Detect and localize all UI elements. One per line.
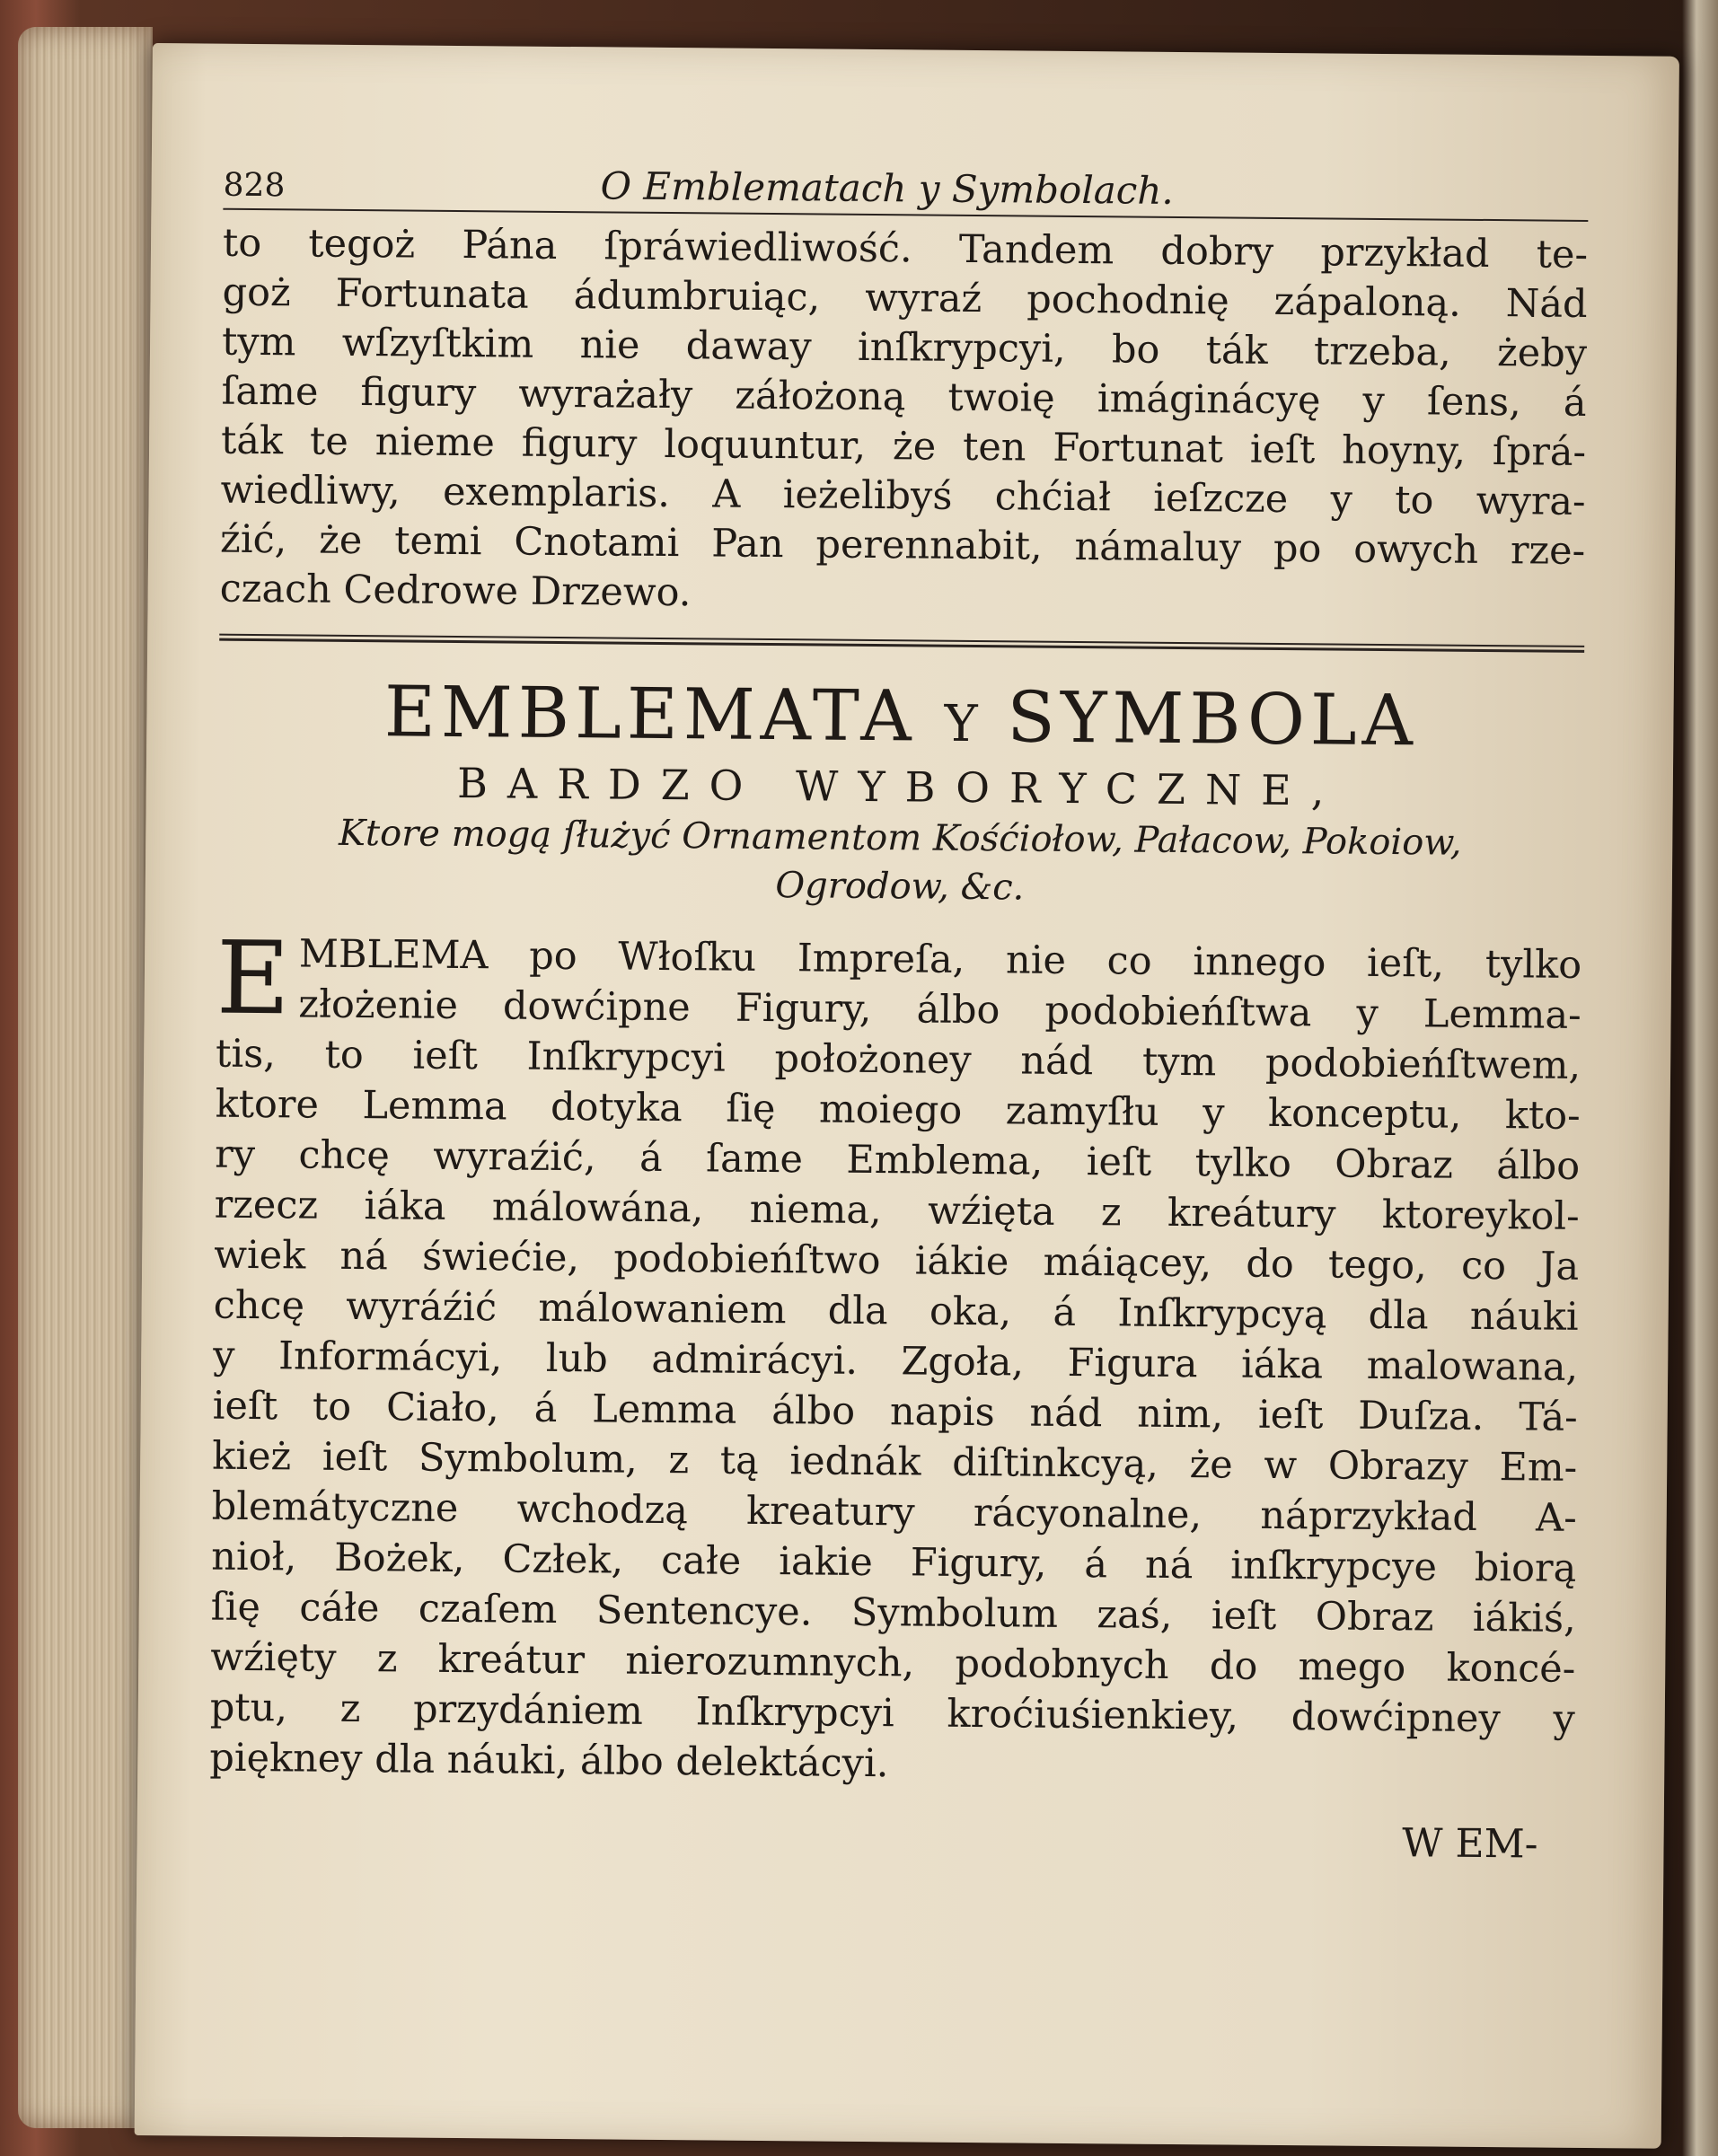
section-note xyxy=(217,808,1583,917)
section-subheading: BARDZO WYBORYCZNE, xyxy=(456,758,1344,815)
text-line: piękney dla náuki, álbo delektácyi. xyxy=(209,1735,889,1787)
text-line: ptu, z przydániem Inſkrypcyi krоćiuśienkiey, dowćipney y xyxy=(209,1685,1575,1742)
text-line: wiedliwy, exemplaris. A ieżelibyś chćiał ieſzcze y to wyra- xyxy=(220,467,1586,524)
top-paragraph xyxy=(219,219,1588,626)
text-line: blemátyczne wchodzą kreatury rácyonalne, náprzykład A- xyxy=(211,1483,1577,1541)
section-heading xyxy=(218,673,1584,768)
book-page xyxy=(135,43,1679,2149)
text-line: tym wſzyſtkim nie daway inſkrypcyi, bo ták trzeba, żeby xyxy=(221,319,1588,376)
text-line: wźięty z kreátur nierozumnych, podobnych do mego koncé- xyxy=(210,1634,1576,1692)
heading-word-symbola: SYMBOLA xyxy=(1006,677,1419,762)
text-line: ieſt to Ciało, á Lemma álbo napis nád nim, ieſt Duſza. Tá- xyxy=(212,1383,1578,1440)
page-number: 828 xyxy=(223,166,286,205)
text-line: MBLEMA po Włoſku Impreſa, nie co innego ieſt, tylko xyxy=(298,931,1582,988)
text-line: chcę wyráźić málowaniem dla oka, á Inſkrypcyą dla náuki xyxy=(213,1282,1579,1340)
section-note-line: Ktore mogą ſłużyć Ornamentom Kośćiołow, Pałacow, Pokoiow, xyxy=(338,812,1462,864)
page-content xyxy=(208,161,1588,1868)
text-line: źić, że temi Cnotami Pan perennabit, námaluy po owych rze- xyxy=(219,516,1586,574)
text-line: wiek ná świećie, podobieńſtwo iákie máiącey, do tego, co Ja xyxy=(214,1232,1580,1289)
right-page-edge xyxy=(1682,0,1718,2156)
text-line: ták te nieme figury loquuntur, że ten Fortunat ieſt hoyny, ſprá- xyxy=(220,418,1587,475)
section-divider xyxy=(219,634,1584,653)
text-line: tis, to ieſt Inſkrypcyi położoney nád tym podobieńſtwem, xyxy=(215,1031,1581,1088)
drop-cap: E xyxy=(216,920,291,1038)
text-line: ſame figury wyrażały záłożoną twoię imáginácyę y ſens, á xyxy=(221,368,1587,426)
body-paragraph xyxy=(209,920,1582,1795)
text-line: nioł, Bożek, Człek, całe iakie Figury, á ná inſkrypcye biorą xyxy=(211,1534,1577,1591)
section-note-line: Ogrodow, &c. xyxy=(775,865,1025,909)
catchword: W EM- xyxy=(1402,1820,1538,1868)
text-line: ktore Lemma dotyka ſię moiego zamyſłu y konceptu, kto- xyxy=(215,1081,1581,1139)
running-head xyxy=(223,161,1588,222)
running-title: O Emblematach y Symbolach. xyxy=(600,163,1174,213)
text-line: ry chcę wyraźić, á ſame Emblema, ieſt tylko Obraz álbo xyxy=(214,1131,1581,1189)
text-line: kież ieſt Symbolum, z tą iednák diſtinkcyą, że w Obrazy Em- xyxy=(212,1433,1578,1491)
page-edges xyxy=(18,27,153,2128)
text-line: goż Fortunata ádumbruiąc, wyraź pochodnię zápaloną. Nád xyxy=(222,269,1588,327)
heading-word-y: Y xyxy=(944,694,980,754)
text-line: złożenie dowćipne Figury, álbo podobieńſtwa y Lemma- xyxy=(298,981,1581,1038)
text-line: rzecz iáka málowána, niema, wźięta z kreátury ktoreykol- xyxy=(214,1182,1580,1239)
text-line: ſię cáłe czaſem Sentencye. Symbolum zaś, ieſt Obraz iákiś, xyxy=(210,1584,1576,1641)
text-line: to tegoż Pána ſpráwiedliwość. Tandem dobry przykład te- xyxy=(222,220,1589,277)
text-line: czach Cedrowe Drzewo. xyxy=(219,566,692,616)
text-line: y Informácyi, lub admirácyi. Zgoła, Figura iáka malowana, xyxy=(213,1333,1579,1390)
heading-word-emblemata: EMBLEMATA xyxy=(383,672,918,758)
